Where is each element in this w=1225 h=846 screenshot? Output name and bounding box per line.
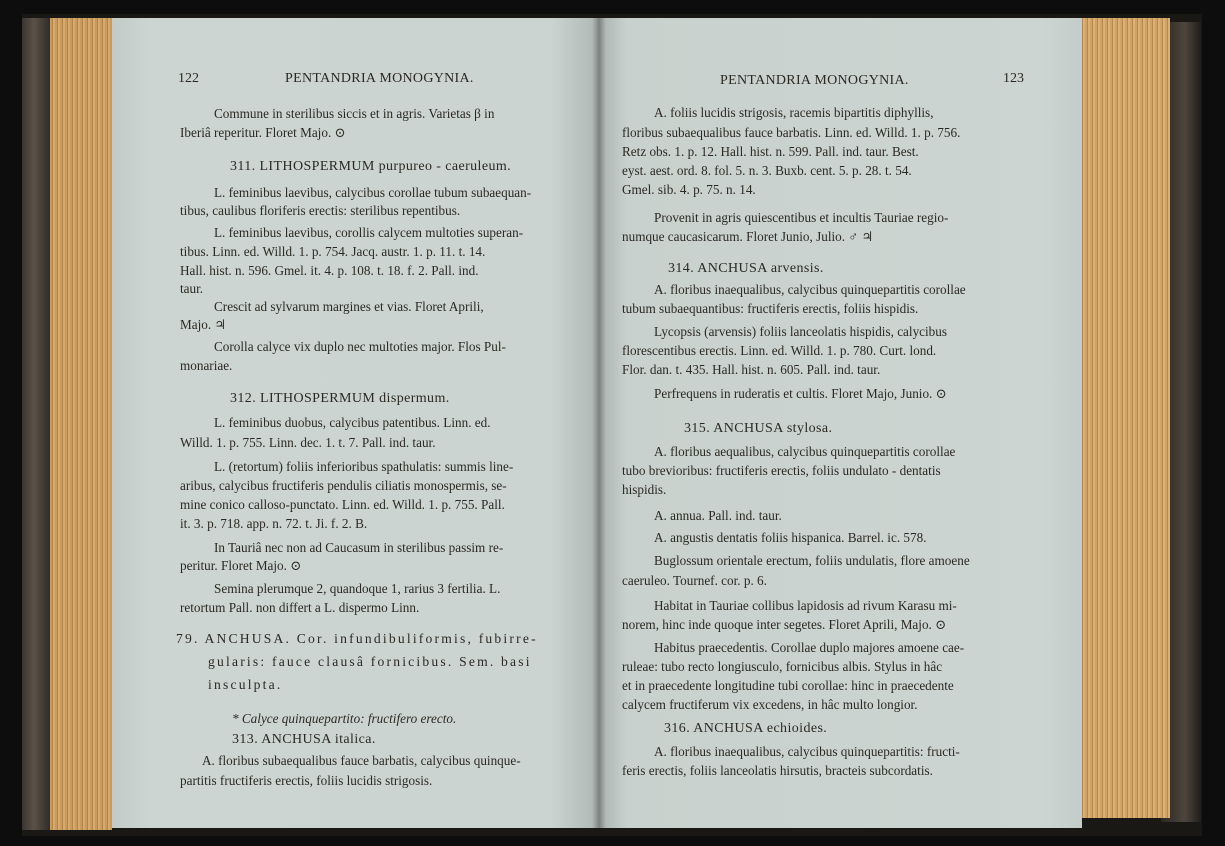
text-line: eyst. aest. ord. 8. fol. 5. n. 3. Buxb. cent. 5. p. 28. t. 54. <box>622 163 912 178</box>
text-line: taur. <box>180 281 204 296</box>
genus-heading: 79. ANCHUSA. Cor. infundibuliformis, fubirre- <box>176 631 538 646</box>
text-line: ruleae: tubo recto longiusculo, fornicibus albis. Stylus in hâc <box>622 659 943 674</box>
page-stack-right <box>1080 18 1170 818</box>
text-line: numque caucasicarum. Floret Junio, Julio. ♂ ♃ <box>622 229 874 244</box>
text-line: tibus. Linn. ed. Willd. 1. p. 754. Jacq. austr. 1. p. 11. t. 14. <box>180 244 486 259</box>
page-number: 122 <box>178 71 199 86</box>
page-stack-left <box>50 18 112 830</box>
text-line: Semina plerumque 2, quandoque 1, rarius 3 fertilia. L. <box>214 581 501 596</box>
text-line: L. (retortum) foliis inferioribus spathulatis: summis line- <box>214 459 514 474</box>
genus-heading: insculpta. <box>208 677 283 692</box>
text-line: Majo. ♃ <box>180 317 227 332</box>
text-line: Buglossum orientale erectum, foliis undulatis, flore amoene <box>654 553 970 568</box>
text-line: L. feminibus duobus, calycibus patentibus. Linn. ed. <box>214 415 491 430</box>
text-line: Provenit in agris quiescentibus et incultis Tauriae regio- <box>654 210 949 225</box>
text-line: et in praecedente longitudine tubi corollae: hinc in praecedente <box>622 678 954 693</box>
text-line: floribus subaequalibus fauce barbatis. Linn. ed. Willd. 1. p. 756. <box>622 125 961 140</box>
text-line: tubum subaequantibus: fructiferis erectis, foliis hispidis. <box>622 301 919 316</box>
text-line: peritur. Floret Majo. ⊙ <box>180 558 302 573</box>
text-line: Iberiâ reperitur. Floret Majo. ⊙ <box>180 125 346 140</box>
book-cover-left <box>22 18 52 830</box>
text-line: Commune in sterilibus siccis et in agris. Varietas β in <box>214 106 495 121</box>
section-heading: 312. LITHOSPERMUM dispermum. <box>230 391 450 406</box>
text-line: partitis fructiferis erectis, foliis lucidis strigosis. <box>180 773 433 788</box>
text-line: norem, hinc inde quoque inter segetes. Floret Aprili, Majo. ⊙ <box>622 617 947 632</box>
text-line: A. floribus subaequalibus fauce barbatis, calycibus quinque- <box>202 753 521 768</box>
text-line: mine conico calloso-punctato. Linn. ed. Willd. 1. p. 755. Pall. <box>180 497 505 512</box>
text-line: Perfrequens in ruderatis et cultis. Floret Majo, Junio. ⊙ <box>654 386 947 401</box>
running-head: PENTANDRIA MONOGYNIA. <box>720 73 909 88</box>
page-number: 123 <box>1003 71 1024 86</box>
text-line: Habitus praecedentis. Corollae duplo majores amoene cae- <box>654 640 965 655</box>
text-line: A. annua. Pall. ind. taur. <box>654 508 782 523</box>
book-gutter <box>592 18 606 828</box>
text-line: A. angustis dentatis foliis hispanica. Barrel. ic. 578. <box>654 530 927 545</box>
genus-heading: gularis: fauce clausâ fornicibus. Sem. basi <box>208 654 532 669</box>
text-line: feris erectis, foliis lanceolatis hirsutis, bracteis subcordatis. <box>622 763 933 778</box>
text-line: monariae. <box>180 358 233 373</box>
text-line: Lycopsis (arvensis) foliis lanceolatis hispidis, calycibus <box>654 324 948 339</box>
text-line: L. feminibus laevibus, corollis calycem multoties superan- <box>214 225 524 240</box>
text-line: L. feminibus laevibus, calycibus corollae tubum subaequan- <box>214 185 532 200</box>
text-line: retortum Pall. non differt a L. dispermo Linn. <box>180 600 420 615</box>
text-line: it. 3. p. 718. app. n. 72. t. Ji. f. 2. B. <box>180 516 368 531</box>
text-line: A. floribus inaequalibus, calycibus quinquepartitis: fructi- <box>654 744 960 759</box>
text-line: In Tauriâ nec non ad Caucasum in sterilibus passim re- <box>214 540 504 555</box>
section-heading: 313. ANCHUSA italica. <box>232 732 376 747</box>
section-heading: 316. ANCHUSA echioides. <box>664 721 828 736</box>
section-heading: 315. ANCHUSA stylosa. <box>684 421 833 436</box>
section-heading: 311. LITHOSPERMUM purpureo - caeruleum. <box>230 159 512 174</box>
text-line: caeruleo. Tournef. cor. p. 6. <box>622 573 767 588</box>
text-line: Flor. dan. t. 435. Hall. hist. n. 605. Pall. ind. taur. <box>622 362 881 377</box>
text-line: florescentibus erectis. Linn. ed. Willd. 1. p. 780. Curt. lond. <box>622 343 937 358</box>
text-line: calycem fructiferum vix excedens, in hâc multo longior. <box>622 697 918 712</box>
text-line: Crescit ad sylvarum margines et vias. Floret Aprili, <box>214 299 484 314</box>
text-line: tibus, caulibus floriferis erectis: sterilibus repentibus. <box>180 203 461 218</box>
text-line: Retz obs. 1. p. 12. Hall. hist. n. 599. Pall. ind. taur. Best. <box>622 144 919 159</box>
text-line: Gmel. sib. 4. p. 75. n. 14. <box>622 182 756 197</box>
text-line: A. floribus inaequalibus, calycibus quinquepartitis corollae <box>654 282 966 297</box>
text-line: Hall. hist. n. 596. Gmel. it. 4. p. 108. t. 18. f. 2. Pall. ind. <box>180 263 479 278</box>
text-line: Willd. 1. p. 755. Linn. dec. 1. t. 7. Pall. ind. taur. <box>180 435 436 450</box>
text-line: hispidis. <box>622 482 667 497</box>
text-line: aribus, calycibus fructiferis pendulis ciliatis monospermis, se- <box>180 478 507 493</box>
text-line: Habitat in Tauriae collibus lapidosis ad rivum Karasu mi- <box>654 598 957 613</box>
text-line: A. foliis lucidis strigosis, racemis bipartitis diphyllis, <box>654 105 934 120</box>
subgroup-heading: * Calyce quinquepartito: fructifero erecto. <box>232 711 457 726</box>
text-line: A. floribus aequalibus, calycibus quinquepartitis corollae <box>654 444 956 459</box>
section-heading: 314. ANCHUSA arvensis. <box>668 261 824 276</box>
text-line: tubo brevioribus: fructiferis erectis, foliis undulato - dentatis <box>622 463 941 478</box>
running-head: PENTANDRIA MONOGYNIA. <box>285 71 474 86</box>
text-line: Corolla calyce vix duplo nec multoties major. Flos Pul- <box>214 339 506 354</box>
